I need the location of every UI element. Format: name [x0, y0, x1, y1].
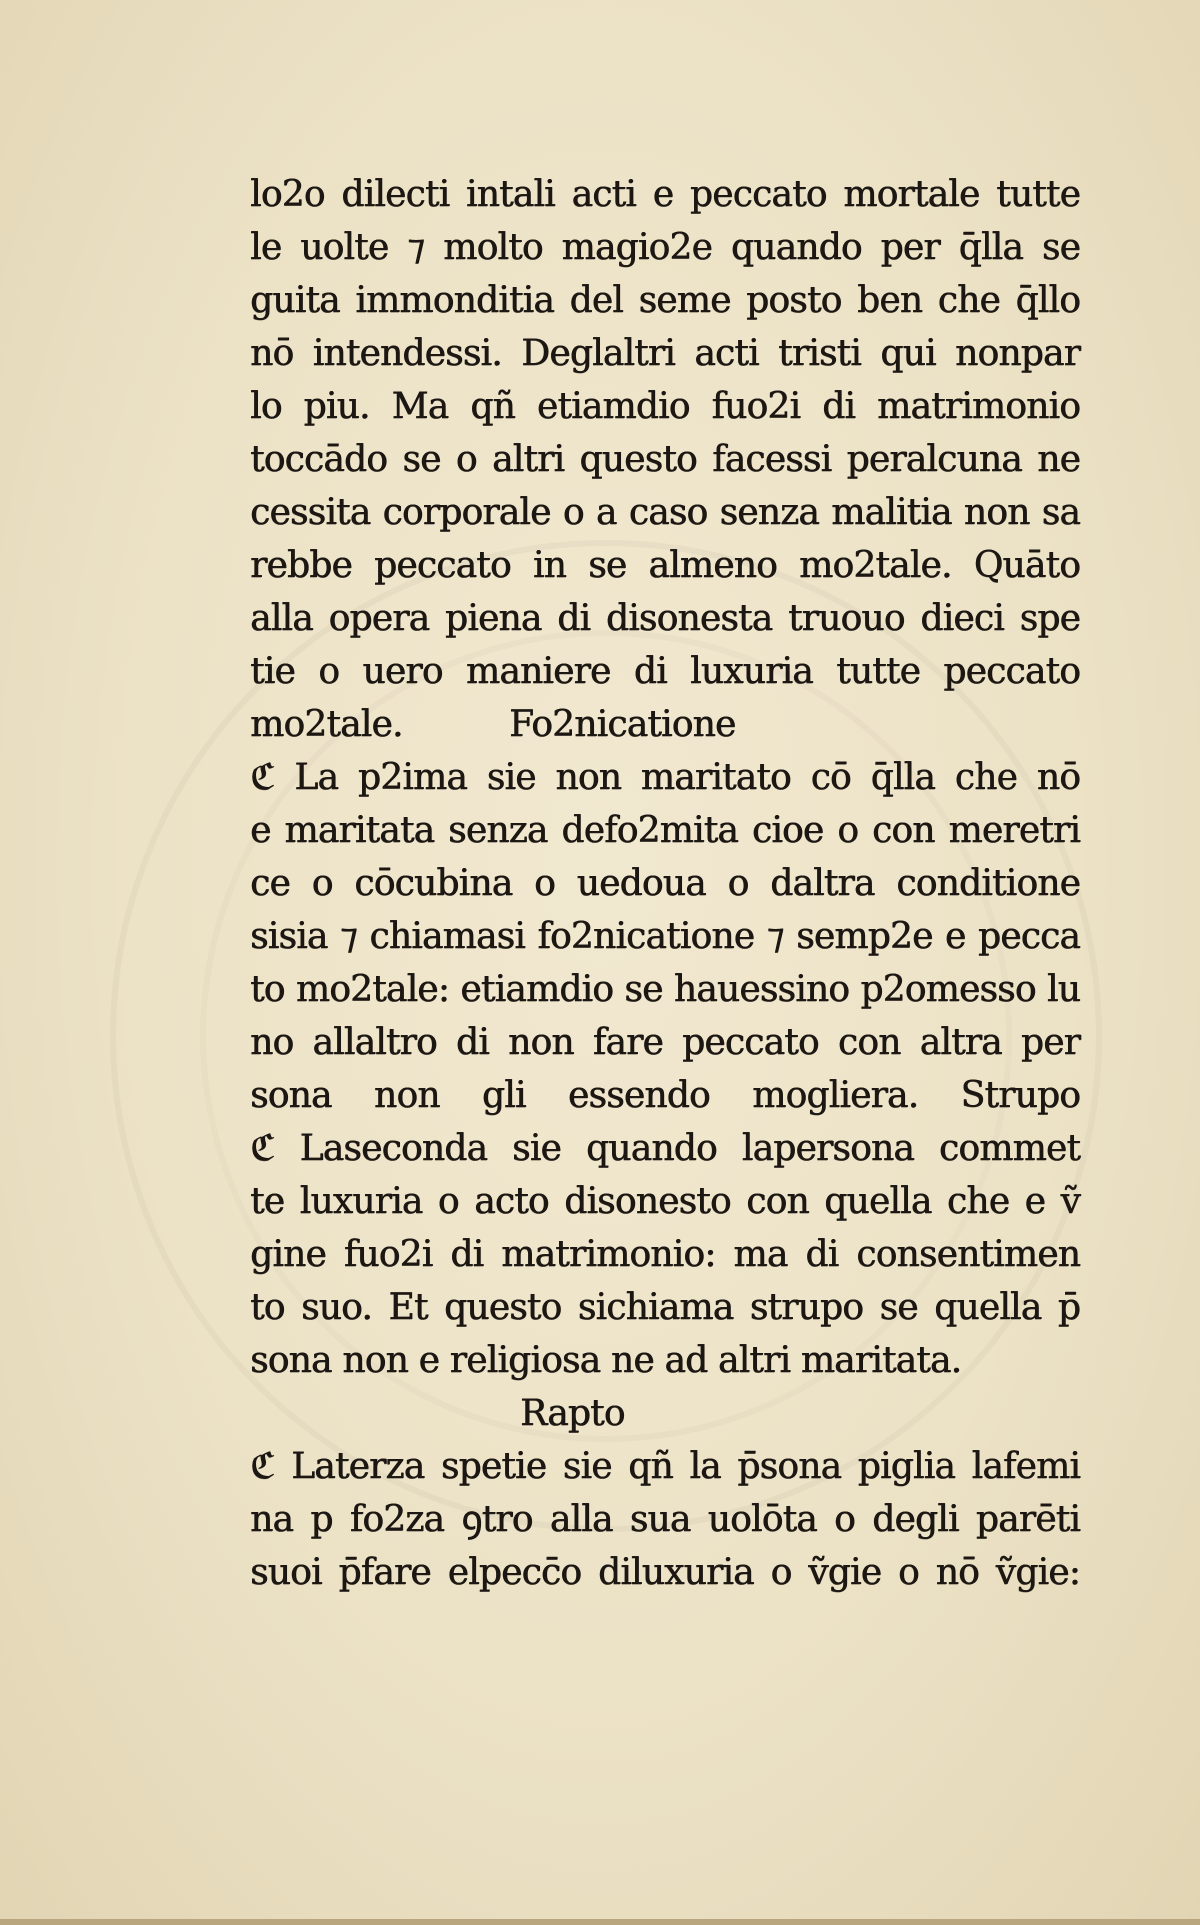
text-line-15: sisia ⁊ chiamasi fo2nicatione ⁊ semp2e e pecca [250, 916, 1080, 957]
text-line-25: ℭ Laterza spetie sie qñ la p̄sona piglia lafemi [250, 1446, 1080, 1487]
text-block [250, 168, 1080, 1599]
text-line-2: le uolte ⁊ molto magio2e quando per q̄lla se [250, 227, 1080, 268]
text-line-16: to mo2tale: etiamdio se hauessino p2omesso lu [250, 969, 1080, 1010]
text-line-26: na p fo2za ꝯtro alla sua uolōta o degli parēti [250, 1499, 1080, 1540]
text-line-6: toccādo se o altri questo facessi peralcuna ne [250, 439, 1080, 480]
text-line-27: suoi p̄fare elpecc̄o diluxuria o ṽgie o nō ṽgie: [250, 1552, 1080, 1593]
text-line-17: no allaltro di non fare peccato con altra per [250, 1022, 1080, 1063]
text-line-8: rebbe peccato in se almeno mo2tale. Quāto [250, 545, 1080, 586]
text-line-21: gine fuo2i di matrimonio: ma di consentimen [250, 1234, 1080, 1275]
text-line-18-heading-strupo: sona non gli essendo mogliera. Strupo [250, 1075, 1080, 1116]
text-line-10: tie o uero maniere di luxuria tutte peccato [250, 651, 1080, 692]
text-line-13: e maritata senza defo2mita cioe o con meretri [250, 810, 1080, 851]
text-line-12: ℭ La p2ima sie non maritato cō q̄lla che nō [250, 757, 1080, 798]
text-line-5: lo piu. Ma qñ etiamdio fuo2i di matrimonio [250, 386, 1080, 427]
heading-rapto: Rapto [520, 1393, 625, 1434]
page-bottom-edge [0, 1919, 1200, 1925]
text-line-7: cessita corporale o a caso senza malitia non sa [250, 492, 1080, 533]
text-line-11-heading-fornicatione: mo2tale. Fo2nicatione [250, 704, 736, 745]
text-line-20: te luxuria o acto disonesto con quella che e ṽ [250, 1181, 1080, 1222]
text-line-14: ce o cōcubina o uedoua o daltra conditione [250, 863, 1080, 904]
text-line-22: to suo. Et questo sichiama strupo se quella p̄ [250, 1287, 1080, 1328]
text-line-19: ℭ Laseconda sie quando lapersona commet [250, 1128, 1080, 1169]
text-line-4: nō intendessi. Deglaltri acti tristi qui nonpar [250, 333, 1080, 374]
text-line-9: alla opera piena di disonesta truouo dieci spe [250, 598, 1080, 639]
text-line-23: sona non e religiosa ne ad altri maritata. [250, 1340, 962, 1381]
text-line-1: lo2o dilecti intali acti e peccato mortale tutte [250, 174, 1080, 215]
text-line-3: guita immonditia del seme posto ben che q̄llo [250, 280, 1080, 321]
